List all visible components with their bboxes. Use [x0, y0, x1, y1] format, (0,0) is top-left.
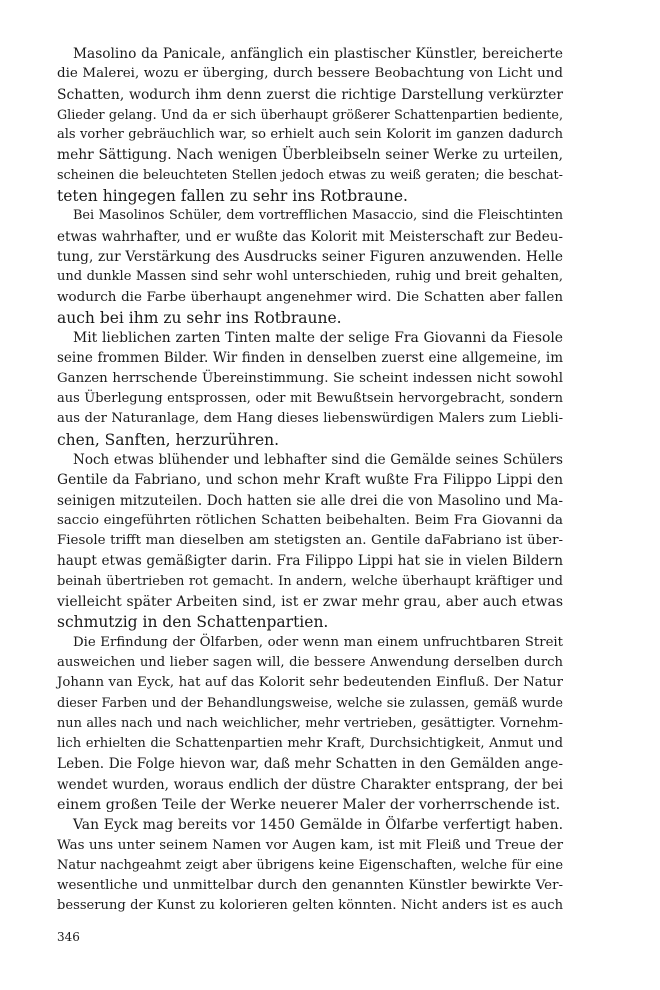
text-line: mehr Sättigung. Nach wenigen Überbleibseln seiner Werke zu urteilen, — [57, 147, 563, 164]
text-line: und dunkle Massen sind sehr wohl unterschieden, ruhig und breit gehalten, — [57, 269, 563, 285]
text-line: seine frommen Bilder. Wir finden in denselben zuerst eine allgemeine, im — [57, 350, 563, 367]
text-line: Masolino da Panicale, anfänglich ein plastischer Künstler, bereicherte — [73, 46, 563, 62]
text-line: Die Erfindung der Ölfarben, oder wenn man einem unfruchtbaren Streit — [73, 634, 563, 650]
paragraph — [57, 44, 563, 206]
text-line: wodurch die Farbe überhaupt angenehmer wird. Die Schatten aber fallen — [57, 289, 563, 305]
text-line: Noch etwas blühender und lebhafter sind die Gemälde seines Schülers — [73, 451, 563, 468]
text-line: schmutzig in den Schattenpartien. — [57, 613, 329, 632]
text-line: vielleicht später Arbeiten sind, ist er zwar mehr grau, aber auch etwas — [57, 594, 563, 611]
text-line: wendet wurden, woraus endlich der düstre Charakter entsprang, der bei — [57, 776, 563, 793]
body-text — [57, 44, 563, 917]
text-line: wesentliche und unmittelbar durch den genannten Künstler bewirkte Ver- — [57, 878, 563, 894]
text-line: tung, zur Verstärkung des Ausdrucks seiner Figuren anzuwenden. Helle — [57, 248, 563, 265]
text-line: ausweichen und lieber sagen will, die bessere Anwendung derselben durch — [57, 654, 563, 670]
text-line: scheinen die beleuchteten Stellen jedoch etwas zu weiß geraten; die beschat- — [57, 167, 563, 183]
text-line: Leben. Die Folge hievon war, daß mehr Schatten in den Gemälden ange- — [57, 756, 563, 773]
text-line: die Malerei, wozu er überging, durch bessere Beobachtung von Licht und — [57, 66, 563, 82]
text-line: nun alles nach und nach weichlicher, mehr vertrieben, gesättigter. Vornehm- — [57, 715, 563, 731]
text-line: aus der Naturanlage, dem Hang dieses liebenswürdigen Malers zum Liebli- — [57, 411, 563, 427]
text-line: Van Eyck mag bereits vor 1450 Gemälde in Ölfarbe verfertigt haben. — [73, 817, 563, 834]
text-line: beinah übertrieben rot gemacht. In andern, welche überhaupt kräftiger und — [57, 573, 563, 589]
text-line: chen, Sanften, herzurühren. — [57, 430, 280, 449]
text-line: Fiesole trifft man dieselben am stetigsten an. Gentile daFabriano ist über- — [57, 533, 563, 549]
text-line: teten hingegen fallen zu sehr ins Rotbraune. — [57, 187, 408, 206]
text-line: haupt etwas gemäßigter darin. Fra Filippo Lippi hat sie in vielen Bildern — [57, 553, 563, 570]
paragraph — [57, 815, 563, 916]
text-line: Ganzen herrschende Übereinstimmung. Sie scheint indessen nicht sowohl — [57, 370, 563, 386]
page-number: 346 — [57, 930, 80, 944]
text-line: Schatten, wodurch ihm denn zuerst die richtige Darstellung verkürzter — [57, 86, 563, 103]
text-line: als vorher gebräuchlich war, so erhielt auch sein Kolorit im ganzen dadurch — [57, 127, 563, 143]
text-line: etwas wahrhafter, und er wußte das Kolorit mit Meisterschaft zur Bedeu- — [57, 228, 563, 245]
text-line: besserung der Kunst zu kolorieren gelten könnten. Nicht anders ist es auch — [57, 898, 563, 914]
text-line: dieser Farben und der Behandlungsweise, welche sie zulassen, gemäß wurde — [57, 695, 563, 711]
text-line: Was uns unter seinem Namen vor Augen kam, ist mit Fleiß und Treue der — [57, 837, 563, 853]
text-line: auch bei ihm zu sehr ins Rotbraune. — [57, 308, 342, 327]
text-line: Mit lieblichen zarten Tinten malte der selige Fra Giovanni da Fiesole — [73, 330, 563, 347]
text-line: Natur nachgeahmt zeigt aber übrigens keine Eigenschaften, welche für eine — [57, 857, 563, 873]
paragraph — [57, 328, 563, 450]
text-line: lich erhielten die Schattenpartien mehr Kraft, Durchsichtigkeit, Anmut und — [57, 736, 563, 752]
text-line: Bei Masolinos Schüler, dem vortrefflichen Masaccio, sind die Fleischtinten — [73, 208, 563, 224]
text-line: seinigen mitzuteilen. Doch hatten sie alle drei die von Masolino und Ma- — [57, 492, 563, 509]
text-line: einem großen Teile der Werke neuerer Maler der vorherrschende ist. — [57, 796, 561, 813]
paragraph — [57, 633, 563, 816]
text-line: Gentile da Fabriano, und schon mehr Kraft wußte Fra Filippo Lippi den — [57, 472, 563, 489]
text-line: saccio eingeführten rötlichen Schatten beibehalten. Beim Fra Giovanni da — [57, 512, 563, 528]
paragraph — [57, 206, 563, 328]
paragraph — [57, 450, 563, 633]
text-line: aus Überlegung entsprossen, oder mit Bewußtsein hervorgebracht, sondern — [57, 391, 563, 407]
text-line: Glieder gelang. Und da er sich überhaupt größerer Schattenpartien bediente, — [57, 106, 563, 122]
text-line: Johann van Eyck, hat auf das Kolorit sehr bedeutenden Einfluß. Der Natur — [57, 675, 563, 691]
